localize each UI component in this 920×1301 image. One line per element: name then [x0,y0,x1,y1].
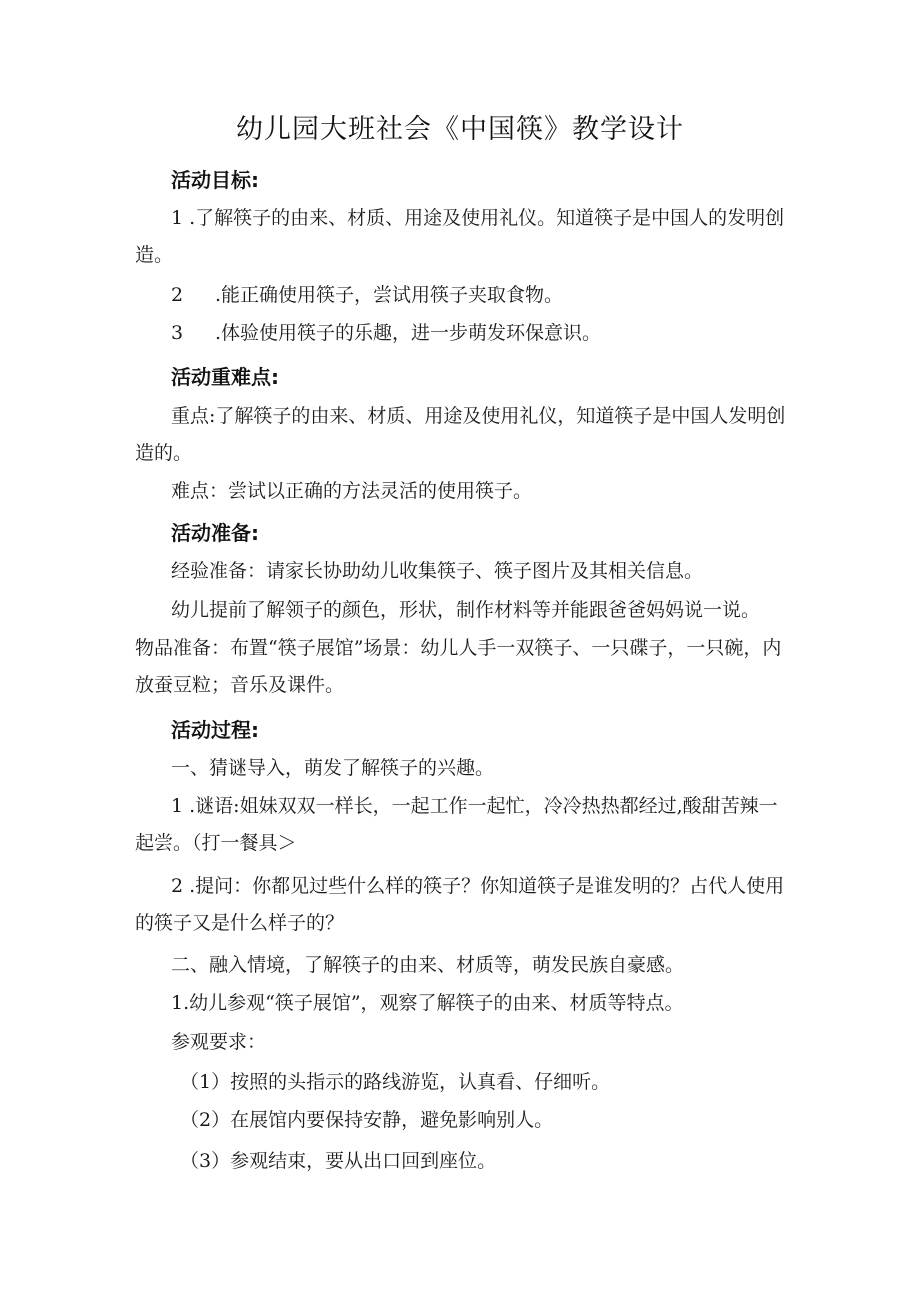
goal-item-1: 1 .了解筷子的由来、材质、用途及使用礼仪。知道筷子是中国人的发明创造。 [135,207,785,266]
goal-item-2-number: 2 [171,284,184,306]
goal-item-2-text: .能正确使用筷子，尝试用筷子夹取食物。 [215,284,564,306]
process-question: 2 .提问：你都见过些什么样的筷子？你知道筷子是谁发明的？占代人使用的筷子又是什么样子的？ [135,875,785,934]
process-part1: 一、猜谜导入，萌发了解筷子的兴趣。 [171,757,495,779]
process-riddle: 1 .谜语:姐妹双双一样长，一起工作一起忙，冷冷热热都经过,酸甜苦辣一起尝。（打一餐具＞ [135,795,778,854]
process-part2: 二、融入情境，了解筷子的由来、材质等，萌发民族自豪感。 [171,954,685,976]
requirement-2: （2）在展馆内要保持安静，避免影响别人。 [180,1109,554,1131]
preparation-materials: 物品准备：布置“筷子展馆”场景：幼儿人手一双筷子、一只碟子，一只碗，内放蚕豆粒；音乐及课件。 [135,637,782,696]
preparation-heading: 活动准备: [171,521,259,545]
keypoint-difficult: 难点：尝试以正确的方法灵活的使用筷子。 [171,480,533,502]
goal-item-3-text: .体验使用筷子的乐趣，进一步萌发环保意识。 [215,322,602,344]
goal-item-2 [171,280,563,310]
goal-item-3-number: 3 [171,322,184,344]
preparation-experience: 经验准备：请家长协助幼儿收集筷子、筷子图片及其相关信息。 [171,560,704,582]
keypoints-heading: 活动重难点: [171,365,279,389]
page-title: 幼儿园大班社会《中国筷》教学设计 [236,114,684,145]
process-visit: 1.幼儿参观“筷子展馆”，观察了解筷子的由来、材质等特点。 [171,992,684,1014]
requirement-3: （3）参观结束，要从出口回到座位。 [180,1150,497,1172]
process-heading: 活动过程: [171,718,259,742]
preparation-advance: 幼儿提前了解领子的颜色，形状，制作材料等并能跟爸爸妈妈说一说。 [171,599,761,621]
keypoint-main: 重点:了解筷子的由来、材质、用途及使用礼仪，知道筷子是中国人发明创造的。 [135,405,786,464]
requirements-label: 参观要求： [171,1031,267,1053]
goal-item-3 [171,318,601,348]
goals-heading: 活动目标: [171,168,259,192]
requirement-1: （1）按照的头指示的路线游览，认真看、仔细听。 [180,1071,611,1093]
